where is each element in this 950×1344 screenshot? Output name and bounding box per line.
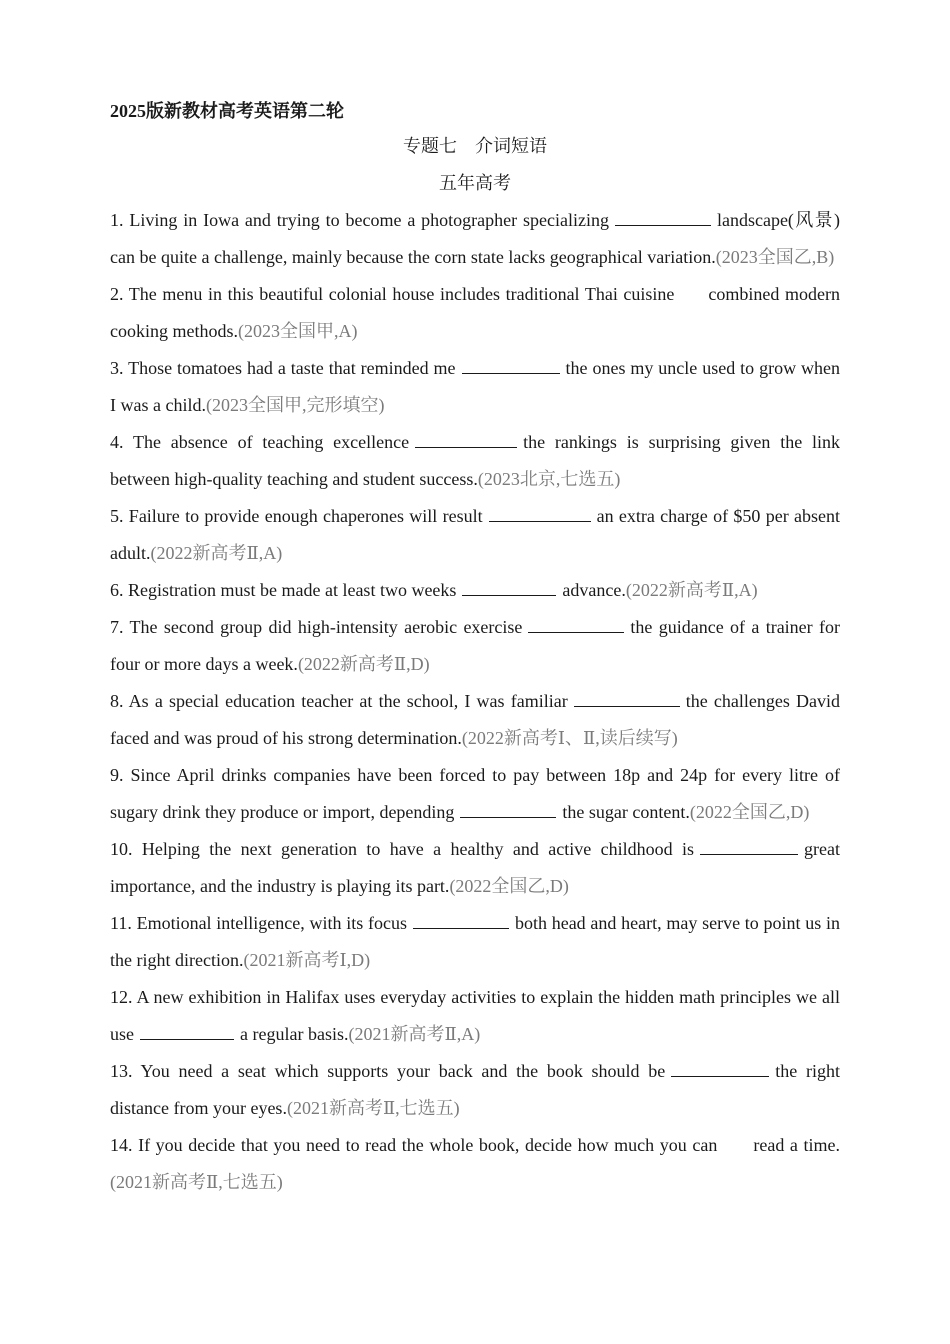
answer-blank (574, 689, 680, 707)
answer-blank (462, 578, 556, 596)
question-source: (2022全国乙,D) (449, 876, 569, 896)
section-heading: 五年高考 (439, 173, 511, 193)
question-4: 4. The absence of teaching excellence the rankings is surprising given the link between high-quality teaching and student success.(2023北京,七选五) (110, 432, 841, 489)
answer-blank (489, 504, 591, 522)
question-3: 3. Those tomatoes had a taste that reminded me the ones my uncle used to grow when I was a child.(2023全国甲,完形填空) (110, 358, 840, 415)
answer-blank (413, 911, 509, 929)
question-5: 5. Failure to provide enough chaperones will result an extra charge of $50 per absent adult.(2022新高考Ⅱ,A) (110, 506, 840, 563)
question-source: (2021新高考Ⅰ,D) (243, 950, 371, 970)
question-source: (2023全国甲,A) (238, 321, 358, 341)
question-source: (2022新高考Ⅱ,D) (297, 654, 430, 674)
question-14: 14. If you decide that you need to read the whole book, decide how much you can read a time.(2021新高考Ⅱ,七选五) (110, 1135, 840, 1192)
question-11: 11. Emotional intelligence, with its focus both head and heart, may serve to point us in the right direction.(2021新高考Ⅰ,D) (110, 913, 841, 970)
question-source: (2023全国乙,B) (715, 247, 835, 267)
question-source: (2021新高考Ⅱ,A) (348, 1024, 481, 1044)
question-source: (2022新高考Ⅱ,A) (150, 543, 283, 563)
question-source: (2022全国乙,D) (689, 802, 810, 822)
question-7: 7. The second group did high-intensity aerobic exercise the guidance of a trainer for four or more days a week.(2022新高考Ⅱ,D) (110, 617, 840, 674)
answer-blank (460, 800, 556, 818)
document-title: 2025版新教材高考英语第二轮 (110, 101, 344, 121)
question-12: 12. A new exhibition in Halifax uses everyday activities to explain the hidden math principles we all use a regular basis.(2021新高考Ⅱ,A) (110, 987, 840, 1044)
question-8: 8. As a special education teacher at the school, I was familiar the challenges David faced and was proud of his strong determination.(2022新高考Ⅰ、Ⅱ,读后续写) (110, 691, 840, 748)
answer-blank (615, 208, 711, 226)
answer-blank (140, 1022, 234, 1040)
question-10: 10. Helping the next generation to have a healthy and active childhood is great importance, and the industry is playing its part.(2022全国乙,D) (110, 839, 840, 896)
answer-blank (671, 1059, 769, 1077)
question-1: 1. Living in Iowa and trying to become a photographer specializing landscape(风景) can be quite a challenge, mainly because the corn state lacks geographical variation.(2023全国乙,B) (110, 210, 841, 267)
question-13: 13. You need a seat which supports your back and the book should be the right distance from your eyes.(2021新高考Ⅱ,七选五) (110, 1061, 840, 1118)
answer-blank (528, 615, 624, 633)
question-source: (2023北京,七选五) (477, 469, 621, 489)
answer-blank (415, 430, 517, 448)
question-source: (2023全国甲,完形填空) (205, 395, 385, 415)
question-2: 2. The menu in this beautiful colonial house includes traditional Thai cuisine combined modern cooking methods.(2023全国甲,A) (110, 284, 840, 341)
document-page (110, 96, 840, 1201)
question-source: (2022新高考Ⅱ,A) (625, 580, 758, 600)
question-source: (2022新高考Ⅰ、Ⅱ,读后续写) (461, 728, 678, 748)
question-9: 9. Since April drinks companies have been forced to pay between 18p and 24p for every litre of sugary drink they produce or import, depending the sugar content.(2022全国乙,D) (110, 765, 840, 822)
answer-blank (462, 356, 560, 374)
answer-blank (700, 837, 798, 855)
question-source: (2021新高考Ⅱ,七选五) (286, 1098, 460, 1118)
topic-heading: 专题七 介词短语 (403, 136, 547, 156)
question-source: (2021新高考Ⅱ,七选五) (110, 1172, 283, 1192)
question-6: 6. Registration must be made at least two weeks advance.(2022新高考Ⅱ,A) (110, 580, 758, 600)
